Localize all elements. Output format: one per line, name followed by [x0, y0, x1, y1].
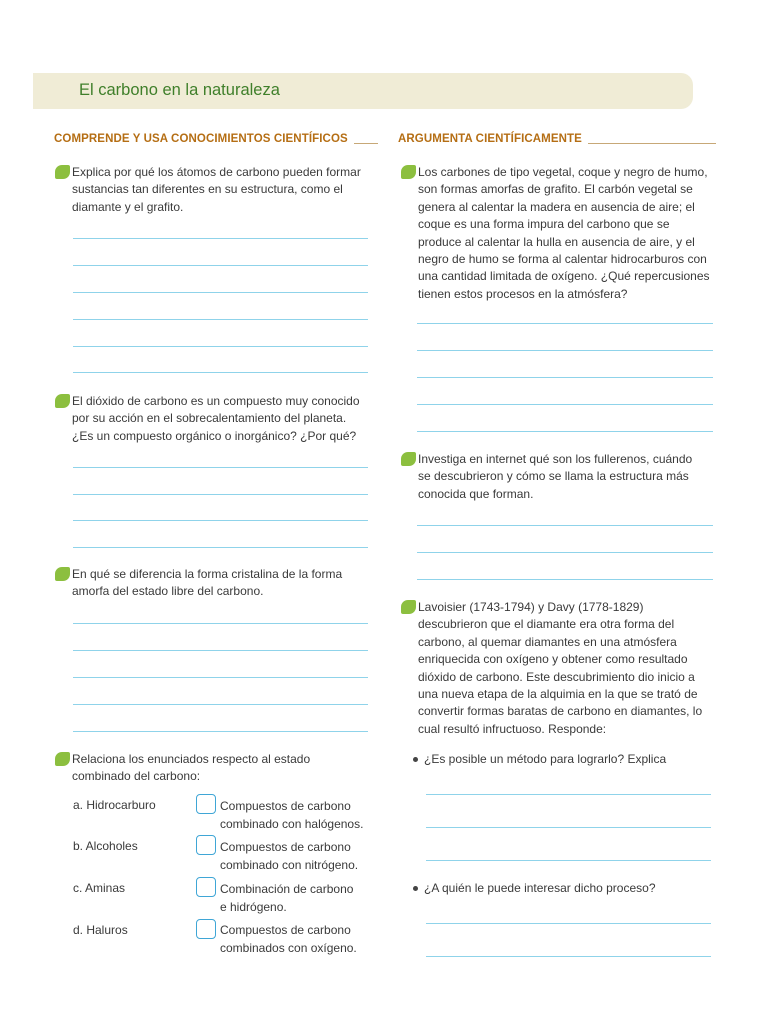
section-rule: [354, 142, 378, 144]
answer-line[interactable]: [426, 827, 711, 828]
answer-line[interactable]: [73, 650, 368, 651]
right-section-label: ARGUMENTA CIENTÍFICAMENTE: [398, 133, 582, 145]
answer-line[interactable]: [73, 494, 368, 495]
match-item-d: d. Haluros: [73, 923, 128, 937]
answer-line[interactable]: [417, 323, 713, 324]
right-section-heading: [398, 133, 716, 145]
answer-line[interactable]: [73, 467, 368, 468]
left-section-heading: [54, 133, 378, 145]
leaf-bullet-icon: [401, 165, 416, 179]
question-text: Explica por qué los átomos de carbono pueden formar sustancias tan diferentes en su estructura, como el diamante y el grafito.: [72, 165, 361, 214]
answer-line[interactable]: [417, 350, 713, 351]
answer-line[interactable]: [73, 677, 368, 678]
leaf-bullet-icon: [55, 165, 70, 179]
leaf-bullet-icon: [55, 752, 70, 766]
match-answer-box[interactable]: [196, 794, 216, 814]
question-4: [72, 751, 372, 786]
answer-line[interactable]: [73, 319, 368, 320]
answer-line[interactable]: [73, 265, 368, 266]
question-text: El dióxido de carbono es un compuesto muy conocido por su acción en el sobrecalentamiento del planeta. ¿Es un compuesto orgánico o inorgánico? ¿Por qué?: [72, 394, 360, 443]
answer-line[interactable]: [426, 794, 711, 795]
answer-line[interactable]: [73, 372, 368, 373]
bullet-dot-icon: [413, 886, 418, 891]
sub-question-2: [424, 881, 656, 895]
answer-line[interactable]: [73, 292, 368, 293]
match-answer-box[interactable]: [196, 877, 216, 897]
answer-line[interactable]: [426, 860, 711, 861]
question-3: [72, 566, 364, 601]
question-5: [418, 164, 716, 303]
match-answer-box[interactable]: [196, 835, 216, 855]
match-option-3: Combinación de carbono e hidrógeno.: [220, 882, 354, 914]
sub-question-text: ¿A quién le puede interesar dicho proceso?: [424, 881, 656, 895]
answer-line[interactable]: [73, 731, 368, 732]
answer-line[interactable]: [73, 547, 368, 548]
answer-line[interactable]: [73, 623, 368, 624]
answer-line[interactable]: [73, 704, 368, 705]
leaf-bullet-icon: [55, 394, 70, 408]
question-text: Relaciona los enunciados respecto al estado combinado del carbono:: [72, 752, 311, 784]
sub-question-text: ¿Es posible un método para lograrlo? Explica: [424, 752, 667, 766]
match-answer-box[interactable]: [196, 919, 216, 939]
question-text: En qué se diferencia la forma cristalina de la forma amorfa del estado libre del carbono.: [72, 567, 343, 599]
answer-line[interactable]: [73, 238, 368, 239]
left-section-label: COMPRENDE Y USA CONOCIMIENTOS CIENTÍFICOS: [54, 133, 348, 145]
match-item-c: c. Aminas: [73, 881, 126, 895]
page-title: El carbono en la naturaleza: [79, 81, 280, 99]
question-text: Lavoisier (1743-1794) y Davy (1778-1829) descubrieron que el diamante era otra forma del carbono, al quemar diamantes en una atmósfera enriquecida con oxígeno y obtener como resultado dióxido de carbono. Este descubrimiento dio inicio a una nueva etapa de la alquimia en la que se trató de convertir formas baratas de carbono en diamantes, lo cual resultó infructuoso. Responde:: [418, 600, 703, 736]
leaf-bullet-icon: [55, 567, 70, 581]
question-2: [72, 393, 368, 445]
question-7: [418, 599, 714, 738]
question-text: Investiga en internet qué son los fullerenos, cuándo se descubrieron y cómo se llama la estructura más conocida que forman.: [418, 452, 693, 501]
question-text: Los carbones de tipo vegetal, coque y negro de humo, son formas amorfas de grafito. El carbón vegetal se genera al calentar la madera en ausencia de aire; el coque es una forma impura del carbono que se produce al calentar la hulla en ausencia de aire, y el negro de humo se forma al calentar hidrocarburos con una cantidad limitada de oxígeno. ¿Qué repercusiones tienen estos procesos en la atmósfera?: [418, 165, 710, 301]
answer-line[interactable]: [417, 552, 713, 553]
answer-line[interactable]: [426, 923, 711, 924]
leaf-bullet-icon: [401, 600, 416, 614]
match-option-4: Compuestos de carbono combinados con oxígeno.: [220, 923, 357, 955]
answer-line[interactable]: [417, 404, 713, 405]
answer-line[interactable]: [417, 377, 713, 378]
match-option-1: Compuestos de carbono combinado con halógenos.: [220, 799, 364, 831]
match-item-a: a. Hidrocarburo: [73, 798, 156, 812]
title-bar: [33, 73, 693, 109]
question-1: [72, 164, 368, 216]
answer-line[interactable]: [417, 579, 713, 580]
leaf-bullet-icon: [401, 452, 416, 466]
match-item-b: b. Alcoholes: [73, 839, 138, 853]
answer-line[interactable]: [73, 346, 368, 347]
match-option-2: Compuestos de carbono combinado con nitrógeno.: [220, 840, 359, 872]
section-rule: [588, 142, 716, 144]
sub-question-1: [424, 752, 666, 766]
answer-line[interactable]: [417, 525, 713, 526]
answer-line[interactable]: [73, 520, 368, 521]
answer-line[interactable]: [426, 956, 711, 957]
bullet-dot-icon: [413, 757, 418, 762]
answer-line[interactable]: [417, 431, 713, 432]
question-6: [418, 451, 708, 503]
